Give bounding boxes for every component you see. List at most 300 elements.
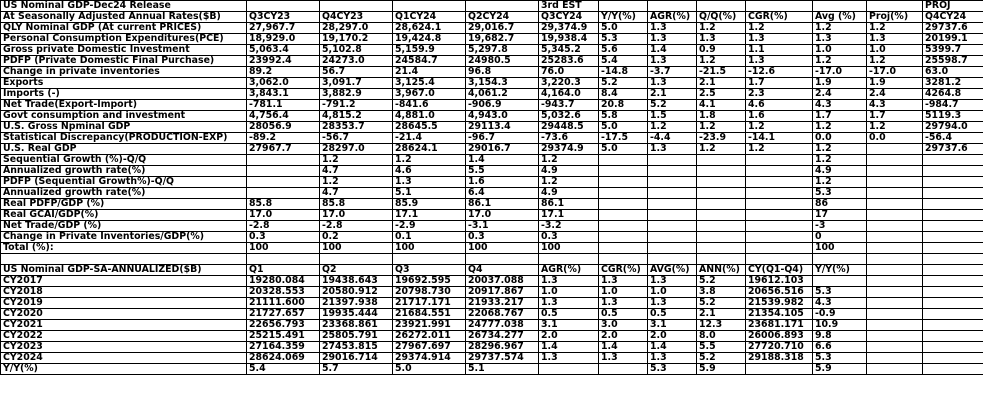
table-cell[interactable]: 1.3 [539, 353, 599, 364]
table-cell[interactable]: 5.2 [599, 78, 648, 89]
table-cell[interactable]: 29016.7 [466, 144, 539, 155]
table-cell[interactable]: 26734.277 [466, 331, 539, 342]
table-cell[interactable]: 20199.1 [923, 34, 983, 45]
table-cell[interactable]: 4.9 [813, 166, 867, 177]
table-cell[interactable] [697, 1, 746, 12]
row-label-cell[interactable]: Change in private inventories [1, 67, 247, 78]
table-cell[interactable]: 4.7 [320, 188, 393, 199]
table-cell[interactable]: 4,881.0 [393, 111, 466, 122]
table-cell[interactable]: -17.0 [813, 67, 867, 78]
table-cell[interactable]: Q2 [320, 265, 393, 276]
table-cell[interactable]: -14.1 [746, 133, 813, 144]
table-cell[interactable]: 1.3 [539, 276, 599, 287]
table-cell[interactable]: 1.3 [813, 34, 867, 45]
table-cell[interactable] [867, 364, 923, 375]
table-cell[interactable]: 29374.914 [393, 353, 466, 364]
table-cell[interactable]: 3.1 [648, 320, 697, 331]
table-cell[interactable]: Q3CY23 [247, 12, 320, 23]
row-label-cell[interactable]: Total (%): [1, 243, 247, 254]
row-label-cell[interactable]: Annualized growth rate(%) [1, 166, 247, 177]
table-cell[interactable]: 89.2 [247, 67, 320, 78]
table-cell[interactable] [648, 254, 697, 265]
table-cell[interactable]: 0 [813, 232, 867, 243]
table-cell[interactable]: Q4CY23 [320, 12, 393, 23]
table-cell[interactable]: 1.0 [539, 287, 599, 298]
table-cell[interactable]: -0.9 [813, 309, 867, 320]
table-cell[interactable]: 0.0 [867, 133, 923, 144]
table-cell[interactable]: 0.3 [466, 232, 539, 243]
table-cell[interactable]: 86.1 [539, 199, 599, 210]
table-cell[interactable]: 100 [813, 243, 867, 254]
table-cell[interactable]: 1.0 [599, 287, 648, 298]
table-cell[interactable]: -4.4 [648, 133, 697, 144]
table-cell[interactable]: 5.4 [247, 364, 320, 375]
table-cell[interactable]: 1.3 [746, 56, 813, 67]
table-cell[interactable]: -3.2 [539, 221, 599, 232]
table-cell[interactable] [746, 177, 813, 188]
table-cell[interactable] [648, 243, 697, 254]
table-cell[interactable] [923, 155, 983, 166]
table-cell[interactable]: 5.5 [697, 342, 746, 353]
table-cell[interactable]: 29188.318 [746, 353, 813, 364]
table-cell[interactable] [923, 320, 983, 331]
table-cell[interactable] [648, 177, 697, 188]
table-cell[interactable]: 1.2 [746, 122, 813, 133]
table-cell[interactable] [599, 155, 648, 166]
table-cell[interactable]: -841.6 [393, 100, 466, 111]
table-cell[interactable]: 1.4 [466, 155, 539, 166]
table-cell[interactable]: 21354.105 [746, 309, 813, 320]
table-cell[interactable]: -2.8 [320, 221, 393, 232]
table-cell[interactable]: 5.3 [813, 353, 867, 364]
table-cell[interactable] [393, 254, 466, 265]
table-cell[interactable]: 25598.7 [923, 56, 983, 67]
table-cell[interactable]: 1.2 [867, 56, 923, 67]
table-cell[interactable]: 1.0 [813, 45, 867, 56]
table-cell[interactable] [923, 199, 983, 210]
table-cell[interactable]: 1.2 [648, 122, 697, 133]
table-cell[interactable] [867, 210, 923, 221]
row-label-cell[interactable]: QLY Nominal GDP (At current PRICES) [1, 23, 247, 34]
table-cell[interactable] [466, 1, 539, 12]
table-cell[interactable]: 4,815.2 [320, 111, 393, 122]
table-cell[interactable]: 4.7 [320, 166, 393, 177]
table-cell[interactable]: 29,016.7 [466, 23, 539, 34]
table-cell[interactable] [247, 254, 320, 265]
table-cell[interactable] [697, 232, 746, 243]
table-cell[interactable]: 0.1 [393, 232, 466, 243]
row-label-cell[interactable]: CY2018 [1, 287, 247, 298]
table-cell[interactable]: 4.9 [539, 188, 599, 199]
table-cell[interactable] [813, 254, 867, 265]
table-cell[interactable]: 21.4 [393, 67, 466, 78]
row-label-cell[interactable]: US Nominal GDP-SA-ANNUALIZED($B) [1, 265, 247, 276]
table-cell[interactable]: AVG(%) [648, 265, 697, 276]
table-cell[interactable] [539, 364, 599, 375]
table-cell[interactable]: 27967.697 [393, 342, 466, 353]
table-cell[interactable]: Q3 [393, 265, 466, 276]
table-cell[interactable] [648, 188, 697, 199]
table-cell[interactable]: 5.0 [599, 23, 648, 34]
table-cell[interactable]: 1.3 [648, 23, 697, 34]
table-cell[interactable]: 5.7 [320, 364, 393, 375]
table-cell[interactable]: 1.2 [813, 144, 867, 155]
table-cell[interactable]: -984.7 [923, 100, 983, 111]
row-label-cell[interactable]: CY2023 [1, 342, 247, 353]
table-cell[interactable]: 96.8 [466, 67, 539, 78]
table-cell[interactable] [923, 342, 983, 353]
table-cell[interactable] [648, 210, 697, 221]
table-cell[interactable]: 1.4 [648, 45, 697, 56]
table-cell[interactable]: 3,091.7 [320, 78, 393, 89]
table-cell[interactable]: 4,943.0 [466, 111, 539, 122]
table-cell[interactable]: 100 [539, 243, 599, 254]
table-cell[interactable]: 27,967.7 [247, 23, 320, 34]
table-cell[interactable]: 17.1 [539, 210, 599, 221]
table-cell[interactable]: 0.3 [539, 232, 599, 243]
table-cell[interactable] [320, 254, 393, 265]
table-cell[interactable] [247, 1, 320, 12]
table-cell[interactable]: 18,929.0 [247, 34, 320, 45]
table-cell[interactable] [867, 177, 923, 188]
table-cell[interactable]: 0.5 [539, 309, 599, 320]
table-cell[interactable]: 4,756.4 [247, 111, 320, 122]
table-cell[interactable]: 0.3 [247, 232, 320, 243]
table-cell[interactable]: 100 [320, 243, 393, 254]
table-cell[interactable] [648, 199, 697, 210]
table-cell[interactable]: Q4CY24 [923, 12, 983, 23]
table-cell[interactable]: -96.7 [466, 133, 539, 144]
table-cell[interactable]: 27453.815 [320, 342, 393, 353]
table-cell[interactable]: 4,061.2 [466, 89, 539, 100]
table-cell[interactable]: 19438.643 [320, 276, 393, 287]
table-cell[interactable]: 3,125.4 [393, 78, 466, 89]
table-cell[interactable]: 85.8 [320, 199, 393, 210]
table-cell[interactable] [648, 166, 697, 177]
table-cell[interactable]: 1.7 [813, 111, 867, 122]
table-cell[interactable]: 20798.730 [393, 287, 466, 298]
table-cell[interactable]: 2.4 [813, 89, 867, 100]
table-cell[interactable]: 19692.595 [393, 276, 466, 287]
table-cell[interactable]: AGR(%) [648, 12, 697, 23]
table-cell[interactable] [923, 331, 983, 342]
table-cell[interactable]: 5.3 [813, 287, 867, 298]
table-cell[interactable] [466, 254, 539, 265]
table-cell[interactable]: 1.2 [320, 177, 393, 188]
table-cell[interactable]: 4,164.0 [539, 89, 599, 100]
table-cell[interactable] [599, 1, 648, 12]
table-cell[interactable]: 1.2 [813, 177, 867, 188]
table-cell[interactable]: -12.6 [746, 67, 813, 78]
table-cell[interactable]: -23.9 [697, 133, 746, 144]
table-cell[interactable]: 27164.359 [247, 342, 320, 353]
table-cell[interactable] [923, 287, 983, 298]
table-cell[interactable] [697, 199, 746, 210]
table-cell[interactable] [697, 221, 746, 232]
table-cell[interactable]: 5,159.9 [393, 45, 466, 56]
table-cell[interactable] [923, 177, 983, 188]
table-cell[interactable]: -906.9 [466, 100, 539, 111]
table-cell[interactable]: 21684.551 [393, 309, 466, 320]
table-cell[interactable]: 26272.011 [393, 331, 466, 342]
table-cell[interactable] [867, 265, 923, 276]
table-cell[interactable]: 5.9 [813, 364, 867, 375]
table-cell[interactable]: 1.2 [746, 144, 813, 155]
table-cell[interactable]: 20037.088 [466, 276, 539, 287]
table-cell[interactable]: 2.0 [648, 331, 697, 342]
table-cell[interactable]: 20328.553 [247, 287, 320, 298]
table-cell[interactable]: 3,220.3 [539, 78, 599, 89]
table-cell[interactable]: 1.0 [648, 287, 697, 298]
table-cell[interactable] [599, 188, 648, 199]
table-cell[interactable] [923, 221, 983, 232]
table-cell[interactable]: -943.7 [539, 100, 599, 111]
row-label-cell[interactable]: Real PDFP/GDP (%) [1, 199, 247, 210]
table-cell[interactable]: 63.0 [923, 67, 983, 78]
table-cell[interactable]: 12.3 [697, 320, 746, 331]
table-cell[interactable]: 19612.103 [746, 276, 813, 287]
row-label-cell[interactable]: Real GCAI/GDP(%) [1, 210, 247, 221]
table-cell[interactable]: Avg (%) [813, 12, 867, 23]
table-cell[interactable]: 3,062.0 [247, 78, 320, 89]
table-cell[interactable] [746, 254, 813, 265]
table-cell[interactable]: Y/Y(%) [599, 12, 648, 23]
table-cell[interactable]: 6.4 [466, 188, 539, 199]
table-cell[interactable]: 2.5 [697, 89, 746, 100]
table-cell[interactable] [867, 298, 923, 309]
table-cell[interactable]: 1.1 [746, 45, 813, 56]
table-cell[interactable]: 86.1 [466, 199, 539, 210]
table-cell[interactable]: 1.2 [697, 144, 746, 155]
table-cell[interactable]: -21.5 [697, 67, 746, 78]
table-cell[interactable] [746, 210, 813, 221]
table-cell[interactable]: 0.2 [320, 232, 393, 243]
table-cell[interactable]: 5399.7 [923, 45, 983, 56]
table-cell[interactable]: 5.3 [599, 34, 648, 45]
table-cell[interactable]: 23921.991 [393, 320, 466, 331]
table-cell[interactable] [813, 276, 867, 287]
table-cell[interactable]: 1.3 [648, 56, 697, 67]
table-cell[interactable]: -21.4 [393, 133, 466, 144]
table-cell[interactable]: 29,374.9 [539, 23, 599, 34]
row-label-cell[interactable]: CY2020 [1, 309, 247, 320]
table-cell[interactable]: 1.2 [813, 56, 867, 67]
table-cell[interactable]: 3,154.3 [466, 78, 539, 89]
table-cell[interactable] [599, 254, 648, 265]
table-cell[interactable]: 3,843.1 [247, 89, 320, 100]
table-cell[interactable]: 28297.0 [320, 144, 393, 155]
table-cell[interactable]: 4.1 [697, 100, 746, 111]
table-cell[interactable]: 29737.6 [923, 23, 983, 34]
table-cell[interactable]: 5.3 [648, 364, 697, 375]
table-cell[interactable] [923, 188, 983, 199]
table-cell[interactable] [923, 210, 983, 221]
table-cell[interactable]: 1.3 [648, 353, 697, 364]
table-cell[interactable]: 28624.069 [247, 353, 320, 364]
table-cell[interactable]: 28645.5 [393, 122, 466, 133]
table-cell[interactable]: 2.4 [867, 89, 923, 100]
table-cell[interactable] [697, 243, 746, 254]
table-cell[interactable]: 5,063.4 [247, 45, 320, 56]
table-cell[interactable]: 20580.912 [320, 287, 393, 298]
table-cell[interactable]: 0.0 [813, 133, 867, 144]
table-cell[interactable]: 5,102.8 [320, 45, 393, 56]
table-cell[interactable]: 1.2 [393, 155, 466, 166]
table-cell[interactable]: 5.0 [393, 364, 466, 375]
table-cell[interactable]: 29737.6 [923, 144, 983, 155]
table-cell[interactable] [923, 265, 983, 276]
table-cell[interactable] [867, 166, 923, 177]
table-cell[interactable] [746, 155, 813, 166]
table-cell[interactable] [867, 199, 923, 210]
table-cell[interactable]: 9.8 [813, 331, 867, 342]
table-cell[interactable]: 1.2 [320, 155, 393, 166]
table-cell[interactable]: 85.8 [247, 199, 320, 210]
table-cell[interactable] [923, 243, 983, 254]
table-cell[interactable] [746, 243, 813, 254]
table-cell[interactable] [393, 1, 466, 12]
table-cell[interactable]: 28624.1 [393, 144, 466, 155]
table-cell[interactable] [923, 232, 983, 243]
table-cell[interactable]: 5.1 [466, 364, 539, 375]
table-cell[interactable]: -2.8 [247, 221, 320, 232]
table-cell[interactable]: 1.2 [539, 155, 599, 166]
table-cell[interactable]: 27720.710 [746, 342, 813, 353]
table-cell[interactable]: 19,424.8 [393, 34, 466, 45]
table-cell[interactable]: 1.3 [648, 34, 697, 45]
table-cell[interactable]: 1.2 [697, 122, 746, 133]
table-cell[interactable] [599, 166, 648, 177]
table-cell[interactable]: 85.9 [393, 199, 466, 210]
table-cell[interactable]: Q1CY24 [393, 12, 466, 23]
table-cell[interactable]: -3.1 [466, 221, 539, 232]
table-cell[interactable]: 29794.0 [923, 122, 983, 133]
table-cell[interactable]: 2.0 [539, 331, 599, 342]
table-cell[interactable]: 21727.657 [247, 309, 320, 320]
table-cell[interactable]: 24980.5 [466, 56, 539, 67]
table-cell[interactable]: -2.9 [393, 221, 466, 232]
table-cell[interactable]: 5.2 [697, 353, 746, 364]
row-label-cell[interactable]: Imports (-) [1, 89, 247, 100]
table-cell[interactable] [867, 1, 923, 12]
table-cell[interactable] [923, 353, 983, 364]
table-cell[interactable] [867, 155, 923, 166]
table-cell[interactable] [247, 188, 320, 199]
row-label-cell[interactable]: Annualized growth rate(%) [1, 188, 247, 199]
table-cell[interactable] [539, 254, 599, 265]
table-cell[interactable]: Y/Y(%) [813, 265, 867, 276]
table-cell[interactable]: 1.3 [648, 144, 697, 155]
table-cell[interactable]: 2.1 [648, 89, 697, 100]
table-cell[interactable]: 8.4 [599, 89, 648, 100]
table-cell[interactable]: 24584.7 [393, 56, 466, 67]
table-cell[interactable]: 28,624.1 [393, 23, 466, 34]
table-cell[interactable] [746, 1, 813, 12]
table-cell[interactable]: 100 [247, 243, 320, 254]
table-cell[interactable]: 17.1 [393, 210, 466, 221]
table-cell[interactable]: 22656.793 [247, 320, 320, 331]
table-cell[interactable] [923, 364, 983, 375]
table-cell[interactable] [867, 353, 923, 364]
table-cell[interactable]: 29737.574 [466, 353, 539, 364]
table-cell[interactable] [697, 177, 746, 188]
table-cell[interactable]: 4.3 [867, 100, 923, 111]
table-cell[interactable]: 5,032.6 [539, 111, 599, 122]
table-cell[interactable] [867, 320, 923, 331]
table-cell[interactable]: 0.5 [599, 309, 648, 320]
table-cell[interactable]: 4.9 [539, 166, 599, 177]
table-cell[interactable]: 28056.9 [247, 122, 320, 133]
row-label-cell[interactable]: Net Trade/GDP (%) [1, 221, 247, 232]
table-cell[interactable] [697, 166, 746, 177]
table-cell[interactable]: 20656.516 [746, 287, 813, 298]
table-cell[interactable]: 2.0 [599, 331, 648, 342]
table-cell[interactable] [746, 232, 813, 243]
table-cell[interactable]: Q1 [247, 265, 320, 276]
table-cell[interactable]: 22068.767 [466, 309, 539, 320]
table-cell[interactable]: 21539.982 [746, 298, 813, 309]
table-cell[interactable]: 28296.967 [466, 342, 539, 353]
row-label-cell[interactable]: Exports [1, 78, 247, 89]
table-cell[interactable]: 24273.0 [320, 56, 393, 67]
table-cell[interactable]: 10.9 [813, 320, 867, 331]
table-cell[interactable] [923, 166, 983, 177]
table-cell[interactable]: 20.8 [599, 100, 648, 111]
table-cell[interactable] [599, 221, 648, 232]
row-label-cell[interactable]: At Seasonally Adjusted Annual Rates($B) [1, 12, 247, 23]
table-cell[interactable]: 21397.938 [320, 298, 393, 309]
table-cell[interactable]: 2.3 [746, 89, 813, 100]
table-cell[interactable]: 5.3 [813, 188, 867, 199]
table-cell[interactable]: 1.3 [746, 34, 813, 45]
table-cell[interactable]: 3.8 [697, 287, 746, 298]
table-cell[interactable]: 21717.171 [393, 298, 466, 309]
table-cell[interactable]: 1.3 [393, 177, 466, 188]
row-label-cell[interactable]: CY2021 [1, 320, 247, 331]
table-cell[interactable]: ANN(%) [697, 265, 746, 276]
table-cell[interactable]: -73.6 [539, 133, 599, 144]
table-cell[interactable]: -56.7 [320, 133, 393, 144]
table-cell[interactable]: 1.3 [867, 34, 923, 45]
table-cell[interactable]: 3281.2 [923, 78, 983, 89]
table-cell[interactable]: 5.9 [697, 364, 746, 375]
table-cell[interactable]: 100 [466, 243, 539, 254]
table-cell[interactable]: PROJ [923, 1, 983, 12]
row-label-cell[interactable]: Statistical Discrepancy(PRODUCTION-EXP) [1, 133, 247, 144]
table-cell[interactable]: 25215.491 [247, 331, 320, 342]
table-cell[interactable]: 29113.4 [466, 122, 539, 133]
table-cell[interactable]: 19935.444 [320, 309, 393, 320]
table-cell[interactable]: 3,882.9 [320, 89, 393, 100]
table-cell[interactable]: CGR(%) [746, 12, 813, 23]
table-cell[interactable]: 1.2 [697, 56, 746, 67]
table-cell[interactable]: 4264.8 [923, 89, 983, 100]
table-cell[interactable]: 23368.861 [320, 320, 393, 331]
table-cell[interactable] [867, 331, 923, 342]
table-cell[interactable] [867, 221, 923, 232]
table-cell[interactable] [599, 210, 648, 221]
table-cell[interactable] [247, 177, 320, 188]
table-cell[interactable]: 1.8 [697, 111, 746, 122]
table-cell[interactable]: 29374.9 [539, 144, 599, 155]
table-cell[interactable] [867, 243, 923, 254]
table-cell[interactable]: -3.7 [648, 67, 697, 78]
table-cell[interactable] [599, 232, 648, 243]
row-label-cell[interactable]: CY2024 [1, 353, 247, 364]
table-cell[interactable] [648, 232, 697, 243]
table-cell[interactable] [867, 144, 923, 155]
row-label-cell[interactable]: U.S. Gross Npminal GDP [1, 122, 247, 133]
